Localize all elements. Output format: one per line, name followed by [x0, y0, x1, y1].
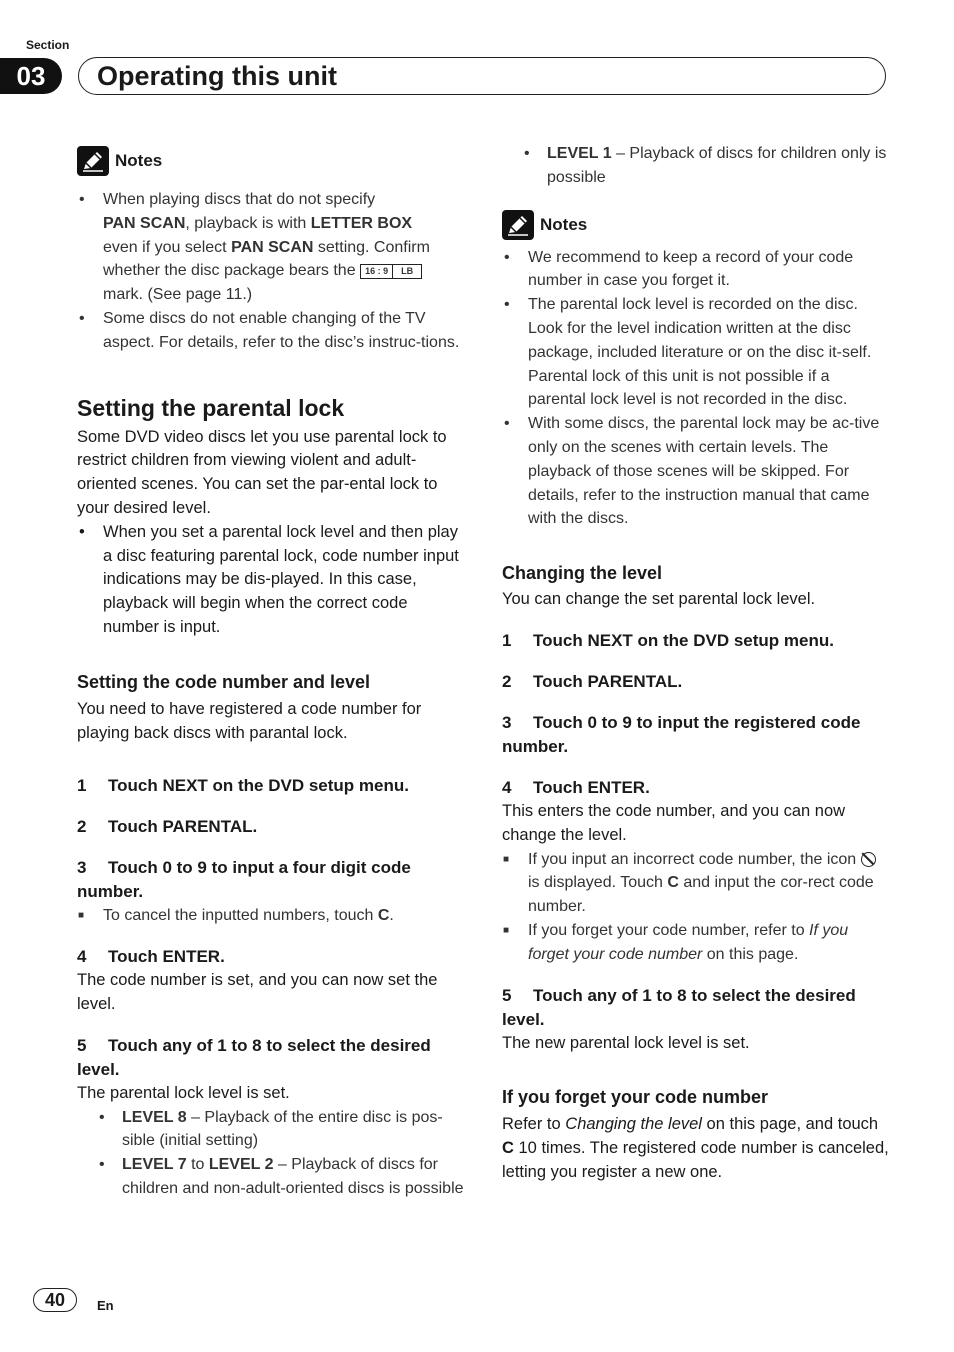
step-note: [77, 904, 465, 928]
notes-heading: [502, 210, 890, 240]
step-5: [77, 1034, 465, 1082]
paragraph: You can change the set parental lock level.: [502, 590, 816, 609]
note-text: even if you select: [103, 238, 232, 256]
level-text: to: [186, 1156, 209, 1174]
aspect-mark: [360, 264, 422, 279]
page-title: Operating this unit: [97, 61, 337, 91]
list-item: [502, 919, 890, 967]
level-text: – Playback of discs for children and non-adult-oriented discs is possible: [122, 1156, 464, 1197]
paragraph: The code number is set, and you can now set the level.: [77, 971, 438, 1013]
heading-code-number: Setting the code number and level: [77, 671, 371, 692]
step-number: 1: [502, 630, 512, 650]
level-list: [77, 1106, 465, 1201]
step-2: [502, 670, 890, 694]
note-text: , playback is with: [185, 214, 311, 232]
heading-parental-lock: Setting the parental lock: [77, 394, 345, 421]
step-number: 2: [77, 817, 87, 837]
step-text: Touch 0 to 9 to input the registered code number.: [502, 712, 861, 756]
list-item: • The parental lock level is recorded on the disc. Look for the level indication written at the disc package, included literature or on the disc it-self. Parental lock of this unit is not possible if a parental lock level is not recorded in the disc.: [502, 293, 890, 412]
step-4: [502, 776, 890, 800]
paragraph: This enters the code number, and you can now change the level.: [502, 801, 846, 844]
note-text: To cancel the inputted numbers, touch: [103, 907, 378, 925]
level-name: LEVEL 1: [547, 145, 612, 162]
note-text: C: [377, 907, 390, 925]
list-item: • With some discs, the parental lock may be ac-tive only on the scenes with certain levels. The playback of those scenes will be skipped. For details, refer to the instruction manual that came with the discs.: [502, 412, 890, 531]
note-text: C: [667, 874, 679, 892]
notes-list: [502, 246, 890, 532]
step-text: Touch 0 to 9 to input a four digit code number.: [77, 858, 411, 902]
list-item: [77, 904, 465, 928]
notes-pencil-icon: [77, 146, 109, 176]
note-text: setting. Confirm: [313, 238, 430, 256]
level-list: [502, 142, 890, 190]
step-text: Touch any of 1 to 8 to select the desired level.: [77, 1035, 431, 1079]
note-text: is displayed. Touch: [528, 874, 668, 892]
paragraph-text: Refer to: [502, 1115, 566, 1134]
step-text: Touch PARENTAL.: [533, 671, 683, 691]
list-item: [77, 1153, 465, 1201]
level-name: LEVEL 2: [208, 1156, 274, 1174]
note-text: mark. (See page 11.): [103, 286, 253, 304]
notes-list: [77, 188, 465, 355]
list-item: [502, 848, 890, 919]
step-number: 5: [77, 1035, 87, 1055]
list-item: [77, 188, 465, 307]
notes-title: Notes: [540, 214, 588, 234]
paragraph: Some DVD video discs let you use parental lock to restrict children from viewing violent and adult-oriented scenes. You can set the par-ental lock to your desired level.: [77, 427, 447, 517]
list-item: [502, 142, 890, 190]
level-name: LEVEL 8: [122, 1108, 187, 1126]
note-text: If you input an incorrect code number, the icon: [528, 850, 861, 868]
step-text: Touch NEXT on the DVD setup menu.: [108, 776, 409, 796]
notes-pencil-icon: [502, 210, 534, 240]
note-text: When playing discs that do not specify: [103, 191, 376, 208]
aspect-mark-text: 16 : 9: [365, 265, 389, 276]
paragraph-text: 10 times. The registered code number is canceled, letting you register a new one.: [502, 1139, 889, 1181]
step-number: 1: [77, 776, 87, 796]
level-text: – Playback of discs for children only is possible: [547, 145, 887, 186]
note-text: whether the disc package bears the: [103, 262, 356, 280]
step-notes: [502, 848, 890, 967]
cross-reference: Changing the level: [565, 1115, 702, 1134]
step-5: [502, 984, 890, 1032]
step-1: [502, 629, 890, 653]
list-item: • We recommend to keep a record of your code number in case you forget it.: [502, 246, 890, 294]
heading-changing-level: Changing the level: [502, 563, 663, 584]
note-text: PAN SCAN: [103, 214, 186, 232]
paragraph-text: on this page, and touch: [701, 1115, 879, 1134]
notes-title: Notes: [115, 151, 163, 171]
list-item: • When you set a parental lock level and then play a disc featuring parental lock, code number input indications may be dis-played. In this case, playback will begin when the correct code number is input.: [77, 521, 465, 640]
right-column: [502, 142, 890, 1185]
left-column: [77, 146, 465, 1201]
list-item: • Some discs do not enable changing of the TV aspect. For details, refer to the disc’s instruc-tions.: [77, 307, 465, 355]
level-name: LEVEL 7: [122, 1156, 187, 1174]
paragraph-text: C: [502, 1139, 514, 1158]
aspect-mark-text: LB: [392, 265, 421, 278]
step-text: Touch PARENTAL.: [108, 817, 258, 837]
list-item: [77, 1106, 465, 1154]
prohibited-icon: [861, 852, 876, 867]
step-1: [77, 774, 465, 798]
paragraph: The parental lock level is set.: [77, 1083, 290, 1102]
step-3: [502, 711, 890, 759]
step-text: Touch NEXT on the DVD setup menu.: [533, 630, 834, 650]
note-text: LETTER BOX: [310, 214, 413, 232]
section-label: Section: [26, 38, 70, 52]
step-4: [77, 945, 465, 969]
step-number: 2: [502, 671, 512, 691]
step-text: Touch ENTER.: [533, 777, 650, 797]
note-text: If you forget your code number, refer to: [528, 921, 810, 939]
page-number: 40: [33, 1288, 77, 1312]
step-number: 3: [502, 712, 512, 732]
note-text: .: [389, 907, 394, 925]
language-label: En: [97, 1298, 114, 1313]
step-text: Touch any of 1 to 8 to select the desired level.: [502, 985, 856, 1029]
notes-heading: [77, 146, 465, 176]
paragraph: The new parental lock level is set.: [502, 1033, 750, 1052]
cross-reference: If you forget your code number: [528, 921, 849, 963]
step-text: Touch ENTER.: [108, 947, 225, 967]
bullet-list: [77, 521, 465, 640]
note-text: on this page.: [702, 945, 799, 963]
paragraph: [502, 1113, 890, 1184]
heading-forget-code: If you forget your code number: [502, 1087, 769, 1108]
paragraph: You need to have registered a code number for playing back discs with parantal lock.: [77, 699, 422, 742]
step-number: 3: [77, 858, 87, 878]
step-3: [77, 856, 465, 904]
section-number: 03: [0, 58, 62, 94]
step-number: 4: [77, 947, 87, 967]
level-text: – Playback of the entire disc is pos-sible (initial setting): [122, 1108, 443, 1150]
note-text: and input the cor-rect code number.: [528, 874, 874, 916]
note-text: PAN SCAN: [231, 238, 314, 256]
step-number: 5: [502, 985, 512, 1005]
step-number: 4: [502, 777, 512, 797]
step-2: [77, 815, 465, 839]
